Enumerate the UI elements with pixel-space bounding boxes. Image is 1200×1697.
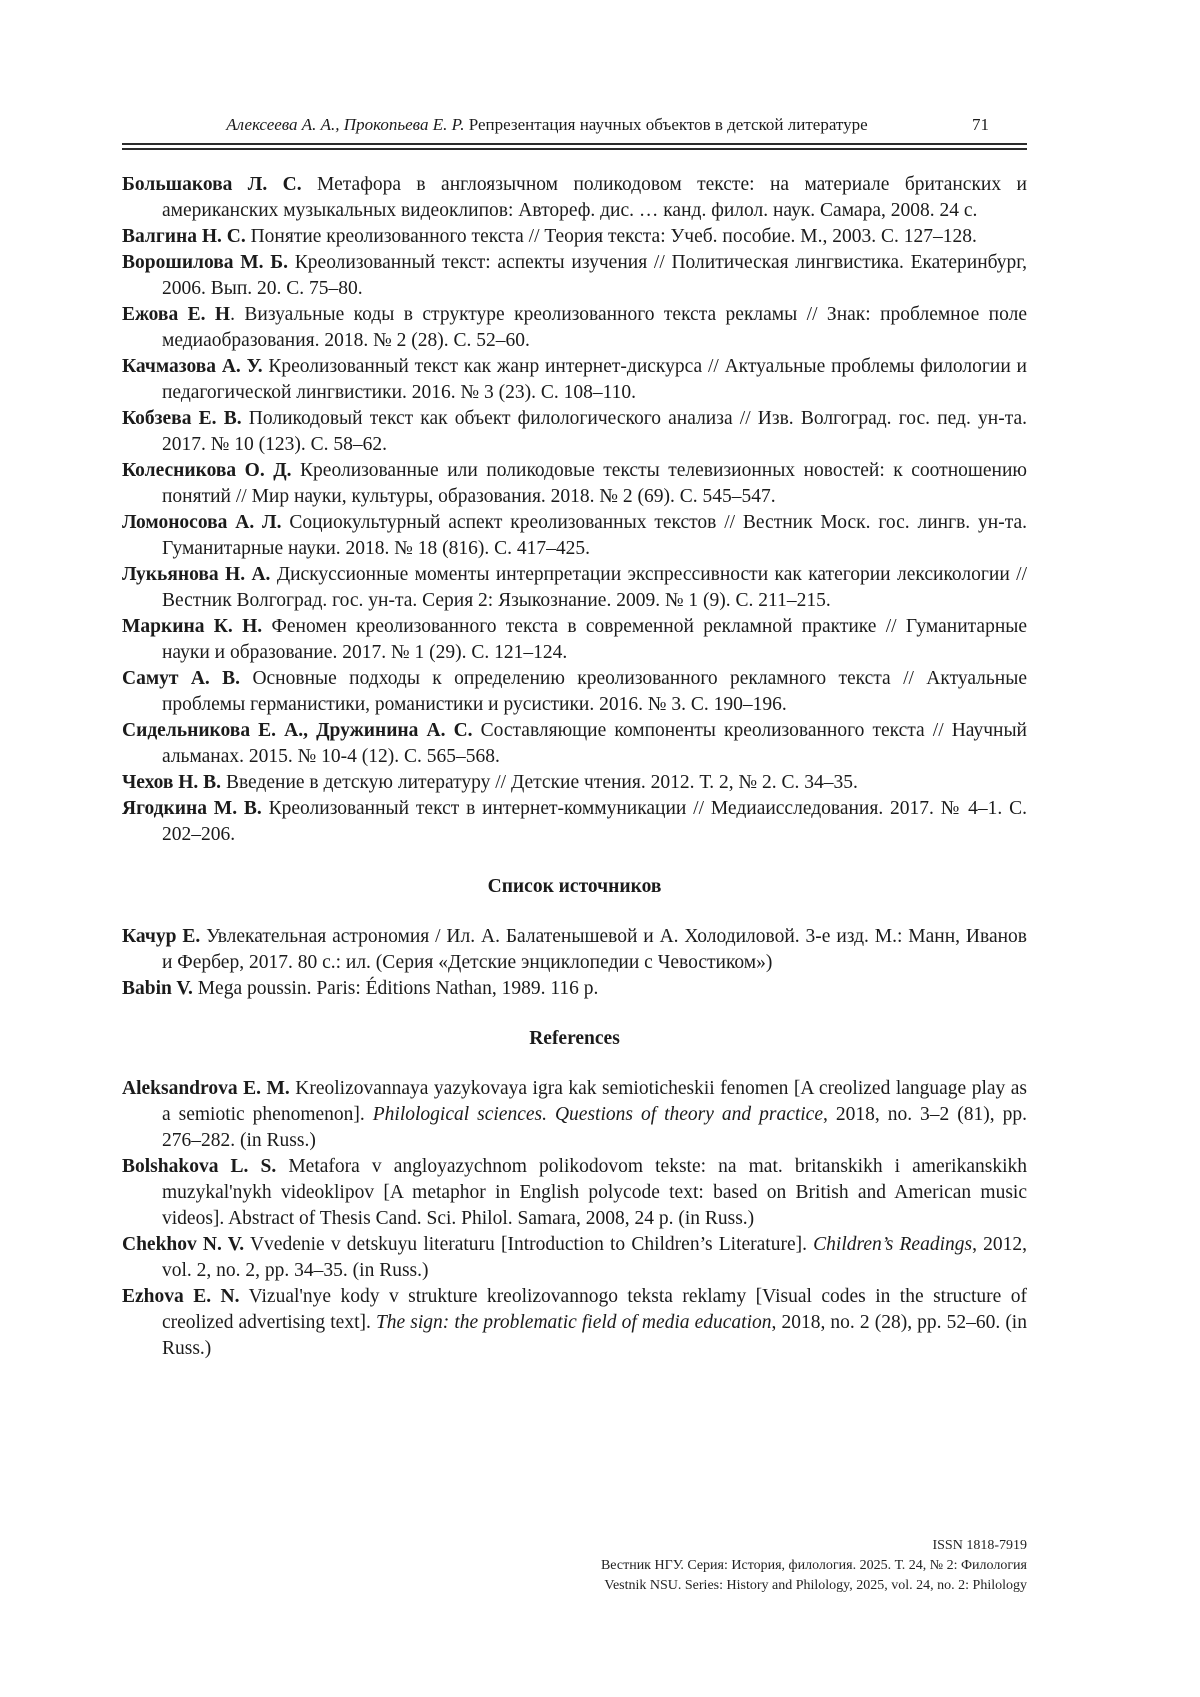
- bibliography-entry: Валгина Н. С. Понятие креолизованного текста // Теория текста: Учеб. пособие. М., 2003. С. 127–128.: [122, 226, 977, 247]
- references-list: [122, 1076, 1027, 1362]
- running-head-text: [122, 114, 972, 136]
- bibliography-entry: Ломоносова А. Л. Социокультурный аспект креолизованных текстов // Вестник Моск. гос. лингв. ун-та. Гуманитарные науки. 2018. № 18 (816). С. 417–425.: [122, 512, 1028, 559]
- bibliography-entry: Самут А. В. Основные подходы к определению креолизованного рекламного текста // Актуальные проблемы германистики, романистики и русистики. 2016. № 3. С. 190–196.: [122, 668, 1027, 715]
- footer-journal-ru: Вестник НГУ. Серия: История, филология. 2025. Т. 24, № 2: Филология: [600, 1558, 1027, 1573]
- bibliography-entry: Чехов Н. В. Введение в детскую литературу // Детские чтения. 2012. Т. 2, № 2. С. 34–35.: [122, 772, 858, 793]
- bibliography-entry: Маркина К. Н. Феномен креолизованного текста в современной рекламной практике // Гуманитарные науки и образование. 2017. № 1 (29). С. 121–124.: [122, 616, 1028, 663]
- sources-list: [122, 924, 1027, 1002]
- running-head-authors: Алексеева А. А., Прокопьева Е. Р.: [226, 115, 465, 134]
- bibliography-entry: Качмазова А. У. Креолизованный текст как жанр интернет-дискурса // Актуальные проблемы филологии и педагогической лингвистики. 2016. № 3 (23). С. 108–110.: [122, 356, 1027, 403]
- sources-heading: Список источников: [487, 876, 662, 897]
- reference-entry: Ezhova E. N. Vizual'nye kody v strukture kreolizovannogo teksta reklamy [Visual codes in the structure of creolized advertising text]. The sign: the problematic field of media education, 2018, no. 2 (28), pp. 52–60. (in Russ.): [122, 1286, 1027, 1359]
- bibliography-entry: Ягодкина М. В. Креолизованный текст в интернет-коммуникации // Медиаисследования. 2017. № 4–1. С. 202–206.: [122, 798, 1028, 845]
- bibliography-entry: Колесникова О. Д. Креолизованные или поликодовые тексты телевизионных новостей: к соотношению понятий // Мир науки, культуры, образования. 2018. № 2 (69). С. 545–547.: [122, 460, 1027, 507]
- header-double-rule: [122, 143, 1027, 150]
- bibliography-entry: Сидельникова Е. А., Дружинина А. С. Составляющие компоненты креолизованного текста // Научный альманах. 2015. № 10-4 (12). С. 565–568.: [122, 720, 1027, 767]
- page-number: 71: [972, 115, 989, 134]
- references-heading: References: [529, 1028, 620, 1049]
- source-entry: Babin V. Mega poussin. Paris: Éditions Nathan, 1989. 116 p.: [122, 978, 599, 999]
- bibliography-entry: Ворошилова М. Б. Креолизованный текст: аспекты изучения // Политическая лингвистика. Екатеринбург, 2006. Вып. 20. С. 75–80.: [122, 252, 1027, 299]
- footer-issn: ISSN 1818-7919: [932, 1538, 1027, 1553]
- running-head-title: Репрезентация научных объектов в детской литературе: [468, 115, 868, 134]
- bibliography-list: [122, 172, 1027, 848]
- bibliography-entry: Ежова Е. Н. Визуальные коды в структуре креолизованного текста рекламы // Знак: проблемное поле медиаобразования. 2018. № 2 (28). С. 52–60.: [122, 304, 1027, 351]
- reference-entry: Aleksandrova E. M. Kreolizovannaya yazykovaya igra kak semioticheskii fenomen [A creolized language play as a semiotic phenomenon]. Philological sciences. Questions of theory and practice, 2018, no. 3–2 (81), pp. 276–282. (in Russ.): [122, 1078, 1028, 1151]
- bibliography-entry: Кобзева Е. В. Поликодовый текст как объект филологического анализа // Изв. Волгоград. гос. пед. ун-та. 2017. № 10 (123). С. 58–62.: [122, 408, 1027, 455]
- page-body: [122, 172, 1027, 1362]
- footer-journal-en: Vestnik NSU. Series: History and Philology, 2025, vol. 24, no. 2: Philology: [604, 1578, 1027, 1593]
- source-entry: Качур Е. Увлекательная астрономия / Ил. А. Балатенышевой и А. Холодиловой. 3-е изд. М.: Манн, Иванов и Фербер, 2017. 80 с.: ил. (Серия «Детские энциклопедии с Чевостиком»): [122, 926, 1028, 973]
- bibliography-entry: Лукьянова Н. А. Дискуссионные моменты интерпретации экспрессивности как категории лексикологии // Вестник Волгоград. гос. ун-та. Серия 2: Языкознание. 2009. № 1 (9). С. 211–215.: [122, 564, 1027, 611]
- reference-entry: Chekhov N. V. Vvedenie v detskuyu literaturu [Introduction to Children’s Literature]. Children’s Readings, 2012, vol. 2, no. 2, pp. 34–35. (in Russ.): [122, 1234, 1027, 1281]
- reference-entry: Bolshakova L. S. Metafora v angloyazychnom polikodovom tekste: na mat. britanskikh i amerikanskikh muzykal'nykh videoklipov [A metaphor in English polycode text: based on British and American music videos]. Abstract of Thesis Cand. Sci. Philol. Samara, 2008, 24 p. (in Russ.): [122, 1156, 1027, 1229]
- running-head: [122, 114, 1027, 136]
- bibliography-entry: Большакова Л. С. Метафора в англоязычном поликодовом тексте: на материале британских и американских музыкальных видеоклипов: Автореф. дис. … канд. филол. наук. Самара, 2008. 24 с.: [122, 174, 1027, 221]
- page-footer: [122, 1536, 1027, 1596]
